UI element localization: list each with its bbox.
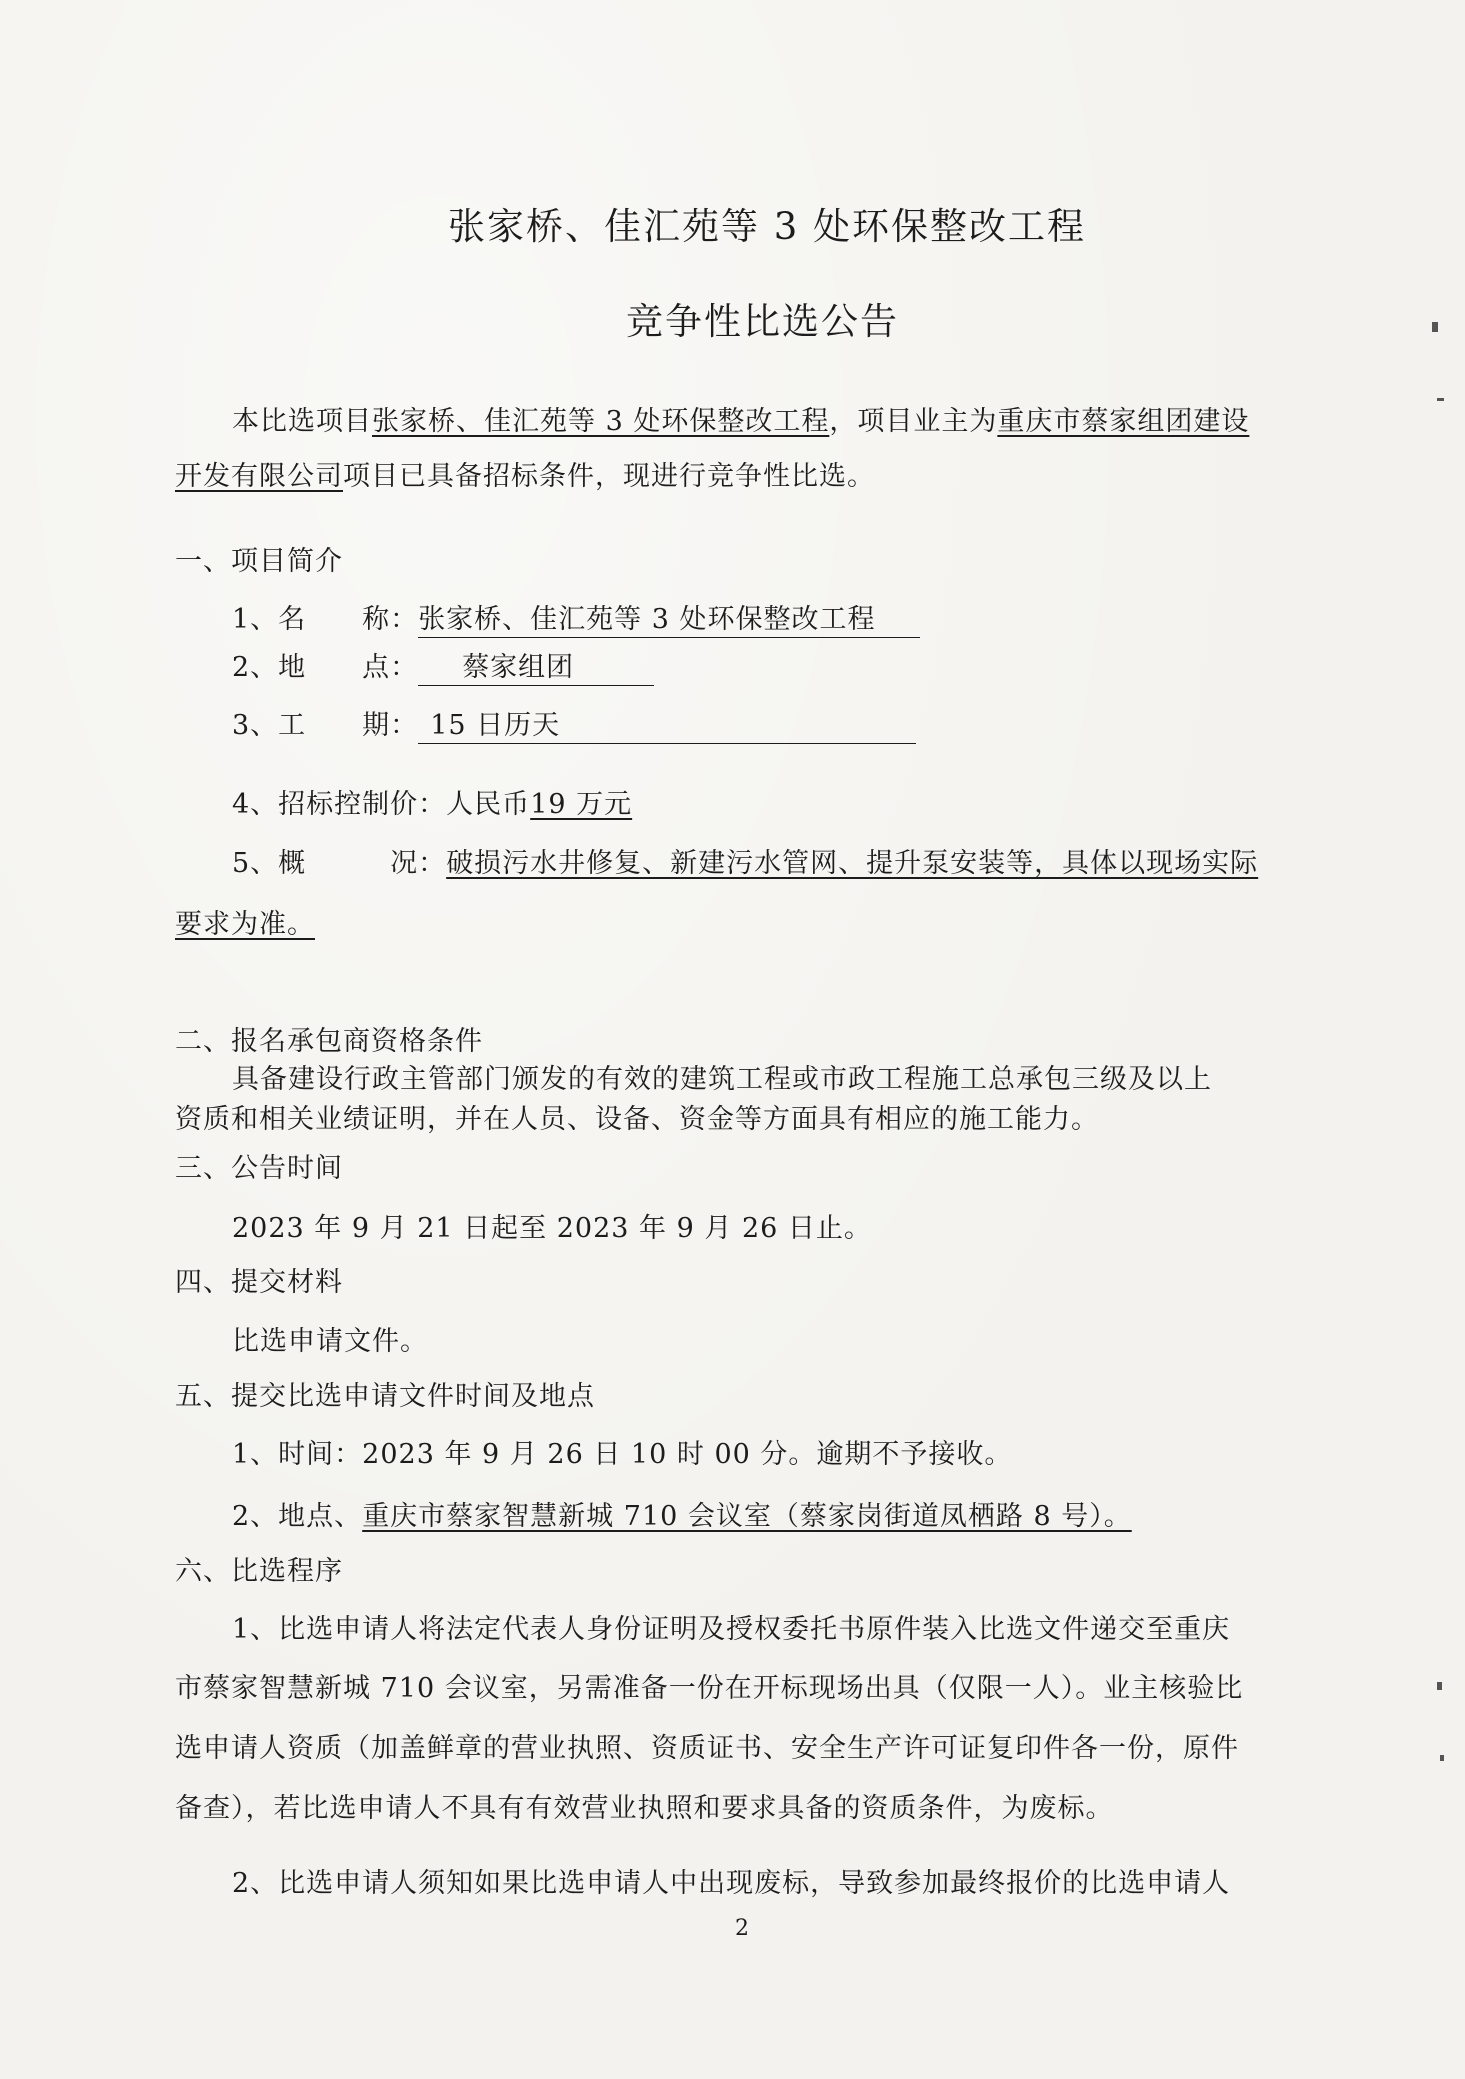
location-label: 2、地 点： — [232, 652, 419, 683]
page-number: 2 — [735, 1916, 750, 1941]
location-value: 蔡家组团 — [418, 653, 654, 686]
period-row — [232, 709, 916, 744]
scan-artifact — [1440, 1755, 1444, 1761]
section4-heading: 四、提交材料 — [175, 1267, 343, 1298]
location-row — [232, 651, 654, 686]
section1-heading: 一、项目简介 — [175, 546, 343, 577]
price-value: 19 万元 — [530, 789, 633, 820]
intro-owner-line-1: 重庆市蔡家组团建设 — [997, 406, 1250, 437]
title-line-1: 张家桥、佳汇苑等 3 处环保整改工程 — [448, 205, 1087, 248]
section2-line-2: 资质和相关业绩证明，并在人员、设备、资金等方面具有相应的施工能力。 — [175, 1104, 1099, 1135]
section5-time: 1、时间：2023 年 9 月 26 日 10 时 00 分。逾期不予接收。 — [232, 1439, 1013, 1470]
section6-p1-line-1: 1、比选申请人将法定代表人身份证明及授权委托书原件装入比选文件递交至重庆 — [232, 1614, 1231, 1645]
intro-part-3: 项目已具备招标条件，现进行竞争性比选。 — [343, 461, 875, 492]
overview-value-line-1: 破损污水井修复、新建污水管网、提升泵安装等，具体以现场实际 — [446, 848, 1259, 879]
intro-project-name: 张家桥、佳汇苑等 3 处环保整改工程 — [372, 406, 830, 437]
overview-label: 5、概 况： — [232, 848, 447, 879]
overview-row-2 — [175, 908, 315, 942]
place-value: 重庆市蔡家智慧新城 710 会议室（蔡家岗街道凤栖路 8 号）。 — [362, 1501, 1132, 1532]
price-label: 4、招标控制价：人民币 — [232, 789, 531, 820]
section3-heading: 三、公告时间 — [175, 1153, 343, 1184]
intro-part-1: 本比选项目 — [232, 406, 372, 437]
intro-part-2: ，项目业主为 — [829, 406, 998, 437]
section6-p2-line-1: 2、比选申请人须知如果比选申请人中出现废标，导致参加最终报价的比选申请人 — [232, 1868, 1231, 1899]
title-line-2: 竞争性比选公告 — [626, 300, 899, 343]
section5-place — [232, 1500, 1132, 1534]
scan-artifact — [1437, 398, 1444, 401]
section6-p1-line-4: 备查），若比选申请人不具有有效营业执照和要求具备的资质条件，为废标。 — [175, 1793, 1114, 1824]
project-name-row — [232, 603, 920, 638]
price-row — [232, 788, 632, 822]
overview-row-1 — [232, 847, 1258, 881]
project-name-label: 1、名 称： — [232, 604, 419, 635]
intro-line-1 — [232, 405, 1249, 439]
section4-text: 比选申请文件。 — [232, 1326, 428, 1357]
section6-p1-line-3: 选申请人资质（加盖鲜章的营业执照、资质证书、安全生产许可证复印件各一份，原件 — [175, 1733, 1239, 1764]
intro-line-2 — [175, 460, 875, 494]
section6-p1-line-2: 市蔡家智慧新城 710 会议室，另需准备一份在开标现场出具（仅限一人）。业主核验比 — [175, 1673, 1244, 1704]
section2-line-1: 具备建设行政主管部门颁发的有效的建筑工程或市政工程施工总承包三级及以上 — [232, 1064, 1212, 1095]
section5-heading: 五、提交比选申请文件时间及地点 — [175, 1381, 595, 1412]
intro-owner-line-2: 开发有限公司 — [175, 461, 343, 492]
section3-text: 2023 年 9 月 21 日起至 2023 年 9 月 26 日止。 — [232, 1213, 872, 1244]
project-name-value: 张家桥、佳汇苑等 3 处环保整改工程 — [418, 605, 920, 638]
period-value: 15 日历天 — [418, 711, 916, 744]
scan-artifact — [1432, 322, 1438, 332]
section2-heading: 二、报名承包商资格条件 — [175, 1026, 483, 1057]
scan-artifact — [1437, 1682, 1442, 1690]
place-label: 2、地点、 — [232, 1501, 363, 1532]
section6-heading: 六、比选程序 — [175, 1556, 343, 1587]
period-label: 3、工 期： — [232, 710, 419, 741]
overview-value-line-2: 要求为准。 — [175, 909, 315, 940]
